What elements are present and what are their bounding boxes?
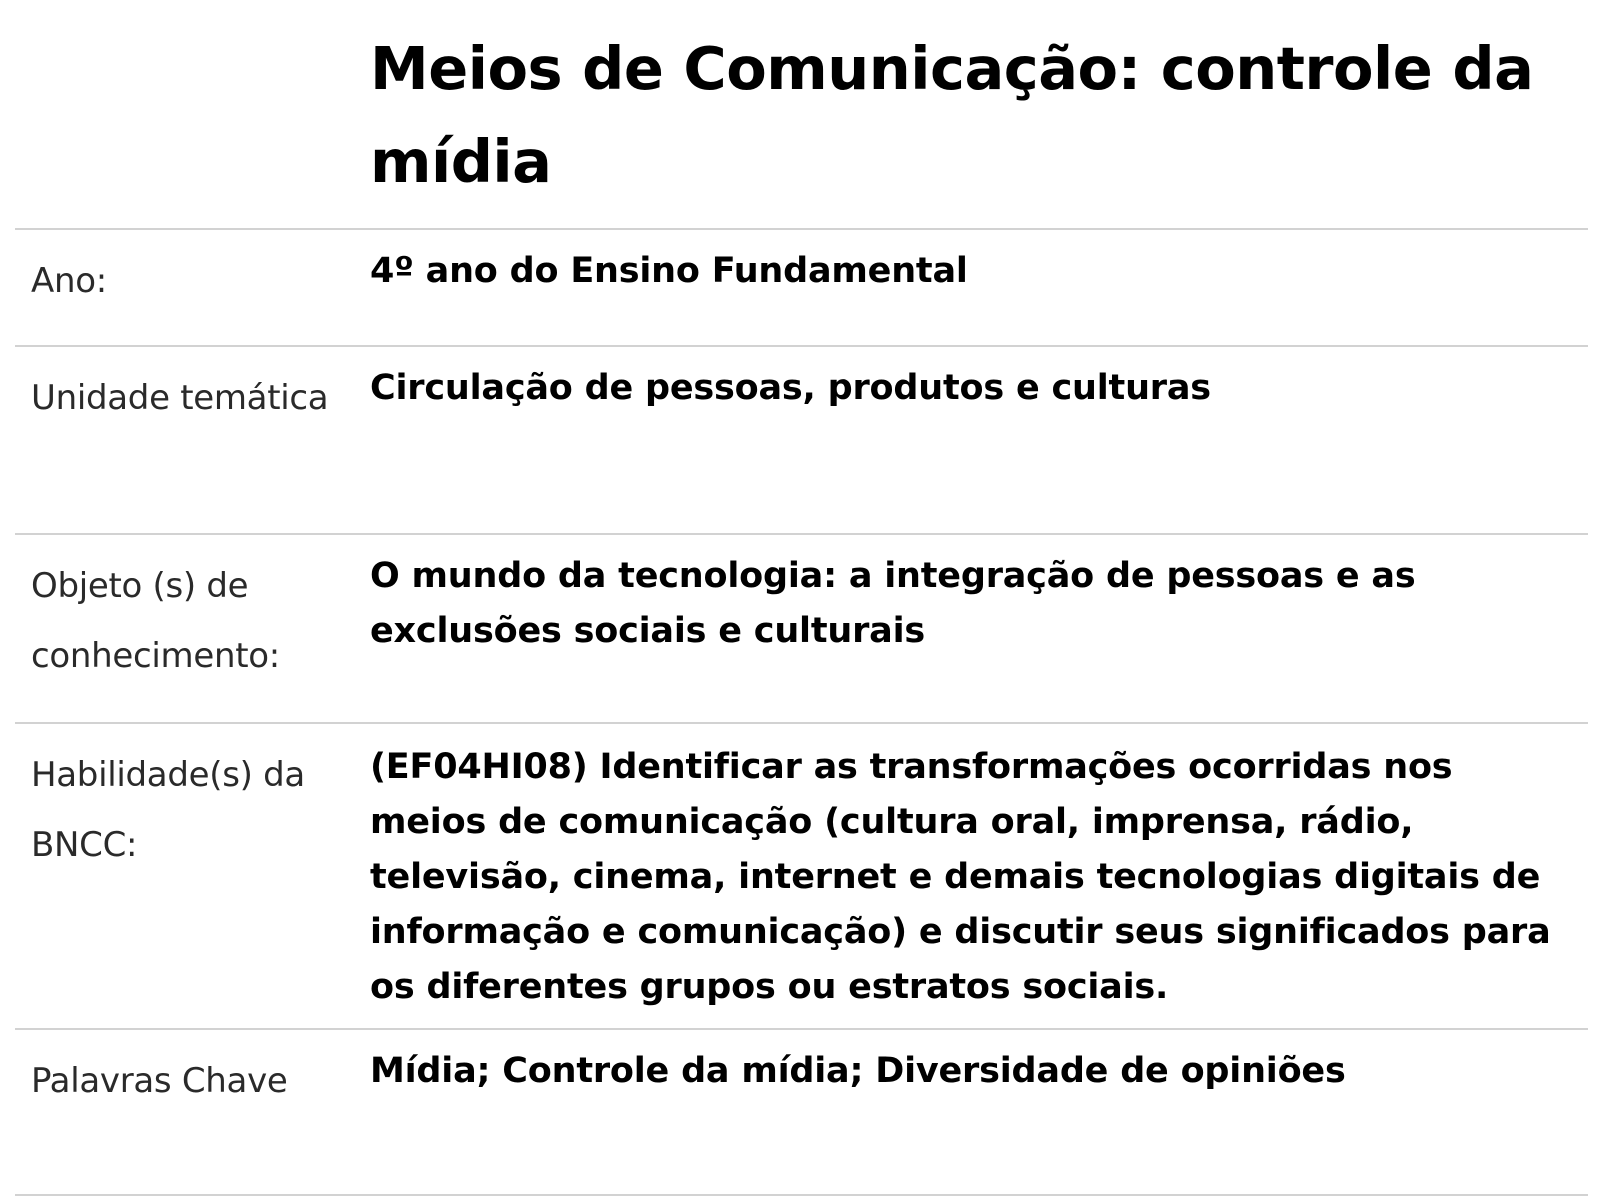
title-row [15, 0, 1588, 230]
row-label-objeto-conhecimento: Objeto (s) de conhecimento: [31, 566, 280, 676]
row-ano [15, 230, 1588, 347]
row-value-unidade-tematica: Circulação de pessoas, produtos e culturas [370, 368, 1211, 408]
row-value-ano: 4º ano do Ensino Fundamental [370, 251, 968, 291]
row-unidade-tematica [15, 347, 1588, 535]
row-label-ano: Ano: [31, 261, 107, 301]
row-palavras-chave [15, 1030, 1588, 1196]
row-label-unidade-tematica: Unidade temática [31, 378, 329, 418]
row-objeto-conhecimento [15, 535, 1588, 724]
row-value-objeto-conhecimento: O mundo da tecnologia: a integração de pessoas e as exclusões sociais e culturais [370, 556, 1416, 651]
lesson-plan-document [15, 0, 1588, 1200]
row-label-palavras-chave: Palavras Chave [31, 1061, 288, 1101]
row-value-palavras-chave: Mídia; Controle da mídia; Diversidade de opiniões [370, 1051, 1346, 1091]
row-habilidade-bncc [15, 724, 1588, 1030]
row-label-habilidade-bncc: Habilidade(s) da BNCC: [31, 755, 305, 865]
page-title: Meios de Comunicação: controle da mídia [370, 34, 1534, 196]
row-value-habilidade-bncc: (EF04HI08) Identificar as transformações ocorridas nos meios de comunicação (cultura oral, imprensa, rádio, televisão, cinema, internet e demais tecnologias digitais de informação e comunicação) e discutir seus significados para os diferentes grupos ou estratos sociais. [370, 747, 1551, 1007]
